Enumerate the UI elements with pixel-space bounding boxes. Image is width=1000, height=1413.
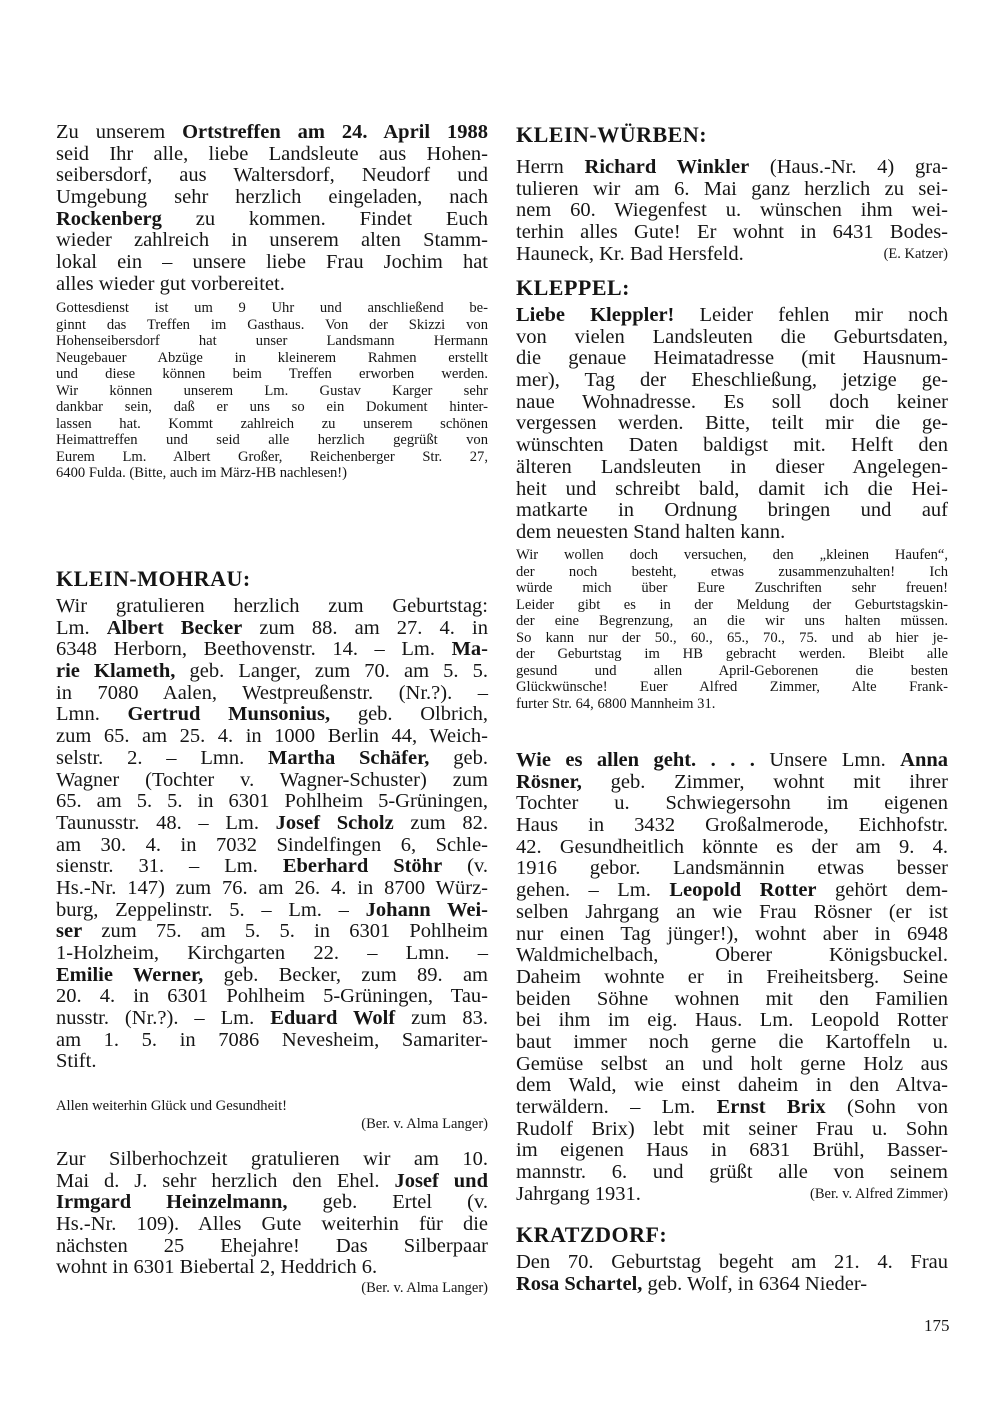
text-line xyxy=(56,856,488,878)
text: dankbar sein, daß er uns so ein Dokument hinter- xyxy=(56,399,488,415)
text-line xyxy=(56,726,488,748)
text: 6348 Herborn, Beethovenstr. 14. – Lm. xyxy=(56,638,452,661)
text: Daheim wohnte er in Freiheitsberg. Seine xyxy=(516,965,948,988)
text-line xyxy=(516,244,948,266)
paragraph xyxy=(516,1252,948,1295)
text-line xyxy=(56,333,488,350)
text: am 1. 5. in 7086 Nevesheim, Samariter- xyxy=(56,1028,488,1051)
text-line xyxy=(516,924,948,946)
text-line xyxy=(516,793,948,815)
bold-name: Richard Winkler xyxy=(584,156,750,178)
text-line xyxy=(516,772,948,794)
text-line xyxy=(56,618,488,640)
text: lokal ein – unsere liebe Frau Jochim hat xyxy=(56,251,488,274)
text: matkarte in Ordnung bringen und auf xyxy=(516,499,948,522)
text: selben Jahrgang an wie Frau Rösner (er ist xyxy=(516,900,948,923)
text: geb. Ertel (v. xyxy=(287,1191,488,1214)
text: 20. 4. in 6301 Pohlheim 5-Grüningen, Tau- xyxy=(56,985,488,1008)
text-line xyxy=(516,580,948,597)
text: alles wieder gut vorbereitet. xyxy=(56,272,285,295)
text: und diese können beim Treffen erworben werden. xyxy=(56,366,488,382)
paragraph xyxy=(516,750,948,1205)
text: Allen weiterhin Glück und Gesundheit! xyxy=(56,1098,288,1114)
text: geb. Wolf, in 6364 Nieder- xyxy=(642,1272,868,1295)
text-line xyxy=(56,300,488,317)
paragraph xyxy=(516,157,948,265)
text: selstr. 2. – Lmn. xyxy=(56,746,269,769)
text-line xyxy=(516,945,948,967)
text-line xyxy=(516,902,948,924)
text-line xyxy=(516,646,948,663)
text-line xyxy=(56,900,488,922)
text: zum 65. am 25. 4. in 1000 Berlin 44, Weich- xyxy=(56,725,488,748)
text-line xyxy=(516,1184,948,1206)
text: burg, Zeppelinstr. 5. – Lm. – xyxy=(56,898,366,921)
text-line xyxy=(516,1010,948,1032)
text: bei ihm im eig. Haus. Lm. Leopold Rotter xyxy=(516,1009,948,1032)
text: tulieren wir am 6. Mai ganz herzlich zu sei- xyxy=(516,177,948,200)
text-line xyxy=(516,522,948,544)
text: Tochter u. Schwiegersohn im eigenen xyxy=(516,792,948,815)
text: gehen. – Lm. xyxy=(516,879,670,902)
text-line xyxy=(56,1171,488,1193)
text-line xyxy=(516,348,948,370)
text: Glückwünsche! Euer Alfred Zimmer, Alte Frank- xyxy=(516,679,948,695)
section-heading: KRATZDORF: xyxy=(516,1222,668,1247)
text-line xyxy=(516,413,948,435)
text: Zu unserem xyxy=(56,121,183,143)
text: Hs.-Nr. 109). Alles Gute weiterhin für die xyxy=(56,1213,488,1236)
bold-name: Rösner, xyxy=(516,770,582,793)
text: ginnt das Treffen im Gasthaus. Von der Skizzi von xyxy=(56,316,488,333)
text-line xyxy=(56,122,488,144)
text-line xyxy=(516,200,948,222)
text-line xyxy=(516,327,948,349)
text: Lmn. xyxy=(56,703,128,726)
text-line xyxy=(516,564,948,581)
text: naue Wohnadresse. Es soll doch keiner xyxy=(516,390,948,413)
text-line xyxy=(56,230,488,252)
paragraph xyxy=(516,547,948,712)
text-line xyxy=(516,663,948,680)
text-line xyxy=(516,547,948,564)
text-line xyxy=(516,858,948,880)
text-line xyxy=(516,305,948,327)
text-line xyxy=(516,1252,948,1274)
text: der Geburtstag im HB gebracht werden. Bleibt alle xyxy=(516,646,948,662)
text: Rudolf Brix) lebt mit seiner Frau u. Sohn xyxy=(516,1117,948,1140)
text: wohnt in 6301 Biebertal 2, Heddrich 6. xyxy=(56,1256,378,1279)
text: die genaue Heimatadresse (mit Hausnum- xyxy=(516,347,948,370)
text: in 7080 Aalen, Westpreußenstr. (Nr.?). – xyxy=(56,681,488,704)
text-line xyxy=(516,370,948,392)
text: (Haus.-Nr. 4) gra- xyxy=(749,156,948,178)
paragraph xyxy=(56,300,488,482)
text: geb. Zimmer, wohnt mit ihrer xyxy=(581,770,948,793)
text-line xyxy=(56,144,488,166)
text-line xyxy=(516,435,948,457)
text: 6400 Fulda. (Bitte, auch im März-HB nachlesen!) xyxy=(56,465,347,481)
text: Leider fehlen mir noch xyxy=(674,304,949,326)
text: Leider gibt es in der Meldung der Geburtstagskin- xyxy=(516,596,948,613)
text-line xyxy=(516,1119,948,1141)
text-line xyxy=(56,813,488,835)
text: Jahrgang 1931. xyxy=(516,1182,641,1205)
bold-name: Ma- xyxy=(451,638,488,661)
text: Wagner (Tochter v. Wagner-Schuster) zum xyxy=(56,768,488,791)
text: geb. xyxy=(429,746,488,769)
text-line xyxy=(516,696,948,713)
text-line xyxy=(56,187,488,209)
text: älteren Landsleuten in dieser Angelegen- xyxy=(516,455,948,478)
text: baut immer noch gerne die Kartoffeln u. xyxy=(516,1030,948,1053)
text: terhin alles Gute! Er wohnt in 6431 Bodes- xyxy=(516,221,948,244)
text-line xyxy=(56,986,488,1008)
text-line xyxy=(56,416,488,433)
text-line xyxy=(56,1214,488,1236)
text: Stift. xyxy=(56,1050,97,1073)
text-line xyxy=(56,449,488,466)
text: nusstr. (Nr.?). – Lm. xyxy=(56,1007,271,1030)
text: Lm. xyxy=(56,616,107,639)
text: Wir wollen doch versuchen, den „kleinen Haufen“, xyxy=(516,547,948,563)
paragraph xyxy=(56,122,488,296)
bold-name: Anna xyxy=(900,749,949,771)
text-line xyxy=(516,837,948,859)
text-line xyxy=(56,383,488,400)
text: von vielen Landsleuten die Geburtsdaten, xyxy=(516,325,948,348)
text-line xyxy=(56,683,488,705)
text: zum 82. xyxy=(393,811,488,834)
bold-name: Wie es allen geht. . . . xyxy=(516,749,755,771)
text-line xyxy=(56,704,488,726)
text: zu kommen. Findet Euch xyxy=(161,207,488,230)
text: Wir können unserem Lm. Gustav Karger sehr xyxy=(56,382,488,399)
text: nächsten 25 Ehejahre! Das Silberpaar xyxy=(56,1234,488,1257)
text-line xyxy=(56,1236,488,1258)
text-line xyxy=(56,252,488,274)
text: mannstr. 6. und grüßt alle von seinem xyxy=(516,1161,948,1184)
text: Hs.-Nr. 147) zum 76. am 26. 4. in 8700 Würz- xyxy=(56,876,488,899)
text: zum 75. am 5. 5. in 6301 Pohlheim xyxy=(82,920,488,943)
text-line xyxy=(516,989,948,1011)
bold-name: rie Klameth, xyxy=(56,660,176,683)
text: sienstr. 31. – Lm. xyxy=(56,855,283,878)
text: Hauneck, Kr. Bad Hersfeld. xyxy=(516,242,744,265)
text: zum 83. xyxy=(395,1007,489,1030)
text-line xyxy=(56,274,488,296)
text-line xyxy=(56,350,488,367)
text-line xyxy=(516,750,948,772)
bold-name: Rosa Schartel, xyxy=(516,1272,643,1295)
report-credit: (Ber. v. Alma Langer) xyxy=(361,1280,488,1296)
text: wieder zahlreich in unserem alten Stamm- xyxy=(56,229,488,252)
bold-name: Rockenberg xyxy=(56,207,162,230)
text-line xyxy=(516,597,948,614)
section-heading: KLEIN-WÜRBEN: xyxy=(516,122,708,147)
section-heading: KLEPPEL: xyxy=(516,275,631,300)
text-line xyxy=(56,165,488,187)
text-line xyxy=(56,661,488,683)
text-line xyxy=(56,1008,488,1030)
text-line xyxy=(56,878,488,900)
bold-name: Eduard Wolf xyxy=(270,1007,396,1030)
text-line xyxy=(56,770,488,792)
text: Mai d. J. sehr herzlich den Ehel. xyxy=(56,1169,395,1192)
text-line xyxy=(56,965,488,987)
text: 1916 gebor. Landsmännin etwas besser xyxy=(516,857,948,880)
bold-name: ser xyxy=(56,920,83,943)
text-line xyxy=(516,613,948,630)
bold-name: Leopold Rotter xyxy=(669,879,817,902)
bold-name: Emilie Werner, xyxy=(56,963,204,986)
text-line xyxy=(56,465,488,482)
text: So kann nur der 50., 60., 65., 70., 75. und ab hier je- xyxy=(516,629,948,646)
text: terwäldern. – Lm. xyxy=(516,1096,717,1118)
text-line xyxy=(56,791,488,813)
text: Taunusstr. 48. – Lm. xyxy=(56,811,276,834)
text-line xyxy=(516,679,948,696)
text-line xyxy=(516,1140,948,1162)
text: heit und schreibt bald, damit ich die Hei- xyxy=(516,477,948,500)
text-line xyxy=(56,209,488,231)
text-line xyxy=(516,457,948,479)
text: seid Ihr alle, liebe Landsleute aus Hohen- xyxy=(56,142,488,165)
text: wünschten Daten baldigst mit. Helft den xyxy=(516,434,948,457)
text-line xyxy=(516,222,948,244)
text: zum 88. am 27. 4. in xyxy=(242,616,488,639)
paragraph xyxy=(56,1149,488,1279)
text-line xyxy=(56,317,488,334)
report-credit: (Ber. v. Alfred Zimmer) xyxy=(810,1185,948,1202)
text: nur einen Tag jünger!), wohnt aber in 6948 xyxy=(516,922,948,945)
text: Neugebauer Abzüge in kleinerem Rahmen erstellt xyxy=(56,349,488,366)
text-line xyxy=(56,1149,488,1171)
text: Unsere Lmn. xyxy=(754,749,901,771)
text-line xyxy=(516,179,948,201)
text: würde mich über Eure Zuschriften sehr freuen! xyxy=(516,580,948,596)
text-line xyxy=(56,1051,488,1073)
text-line xyxy=(516,1097,948,1119)
text: seibersdorf, aus Waltersdorf, Neudorf und xyxy=(56,164,488,187)
text-line xyxy=(516,1162,948,1184)
text: Herrn xyxy=(516,156,585,178)
text: 42. Gesundheitlich könnte es der am 9. 4. xyxy=(516,835,948,858)
section-heading: KLEIN-MOHRAU: xyxy=(56,566,251,591)
text-line xyxy=(56,1030,488,1052)
text-line xyxy=(56,596,488,618)
report-credit: (E. Katzer) xyxy=(883,245,948,262)
bold-name: Martha Schäfer, xyxy=(268,746,430,769)
text-line xyxy=(56,366,488,383)
text: Gottesdienst ist um 9 Uhr und anschließend be- xyxy=(56,300,488,316)
text-line xyxy=(516,1054,948,1076)
text-line xyxy=(516,630,948,647)
text-line xyxy=(56,1192,488,1214)
text: Waldmichelbach, Oberer Königsbuckel. xyxy=(516,944,948,967)
text: Gemüse selbst an und holt gerne Holz aus xyxy=(516,1052,948,1075)
text-line xyxy=(516,880,948,902)
bold-name: Eberhard Stöhr xyxy=(282,855,443,878)
text: (Sohn von xyxy=(825,1096,948,1118)
text-line xyxy=(516,1075,948,1097)
bold-name: Gertrud Munsonius, xyxy=(127,703,331,726)
text-line xyxy=(516,1274,948,1296)
bold-name: Irmgard Heinzelmann, xyxy=(56,1191,288,1214)
paragraph xyxy=(56,596,488,1073)
text: vergessen werden. Bitte, teilt mir die ge- xyxy=(516,412,948,435)
text-line xyxy=(516,479,948,501)
text: der eine Begrenzung, an die wir uns halten müssen. xyxy=(516,613,948,629)
bold-name: Liebe Kleppler! xyxy=(516,304,675,326)
text: Zur Silberhochzeit gratulieren wir am 10. xyxy=(56,1148,488,1170)
text: furter Str. 64, 6800 Mannheim 31. xyxy=(516,695,716,712)
text: (v. xyxy=(442,855,488,878)
text: Den 70. Geburtstag begeht am 21. 4. Frau xyxy=(516,1251,948,1273)
bold-name: Ernst Brix xyxy=(716,1096,826,1118)
text: mer), Tag der Eheschließung, jetzige ge- xyxy=(516,369,948,392)
text: gehört dem- xyxy=(816,879,949,902)
text-line xyxy=(56,943,488,965)
text-line xyxy=(516,1032,948,1054)
text: Haus in 3432 Großalmerode, Eichhofstr. xyxy=(516,814,948,837)
bold-name: Josef und xyxy=(394,1169,488,1192)
text-line xyxy=(56,835,488,857)
text: 1-Holzheim, Kirchgarten 22. – Lmn. – xyxy=(56,942,488,964)
text: 65. am 5. 5. in 6301 Pohlheim 5-Grüningen, xyxy=(56,790,488,813)
text-line xyxy=(516,815,948,837)
text: Heimattreffen und seid alle herzlich gegrüßt von xyxy=(56,432,488,448)
bold-name: Josef Scholz xyxy=(275,811,394,834)
bold-name: Ortstreffen am 24. April 1988 xyxy=(182,121,488,143)
text: gesund und allen April-Geborenen die besten xyxy=(516,662,948,679)
text: Wir gratulieren herzlich zum Geburtstag: xyxy=(56,595,488,617)
text: geb. Becker, zum 89. am xyxy=(203,963,488,986)
text-line xyxy=(516,157,948,179)
text-line xyxy=(56,639,488,661)
report-credit: (Ber. v. Alma Langer) xyxy=(361,1116,488,1132)
text-line xyxy=(56,921,488,943)
bold-name: Johann Wei- xyxy=(365,898,488,921)
text-line xyxy=(516,392,948,414)
text: Eurem Lm. Albert Großer, Reichenberger Str. 27, xyxy=(56,448,488,465)
text-line xyxy=(56,432,488,449)
text: Hohenseibersdorf hat unser Landsmann Hermann xyxy=(56,333,488,349)
text: dem neuesten Stand halten kann. xyxy=(516,520,786,543)
text: dem Wald, wie einst daheim in den Altva- xyxy=(516,1074,948,1097)
text: lassen hat. Kommt zahlreich zu unserem schönen xyxy=(56,415,488,432)
text: Umgebung sehr herzlich eingeladen, nach xyxy=(56,186,488,209)
page-number: 175 xyxy=(924,1316,950,1335)
text-line xyxy=(56,1257,488,1279)
text-line xyxy=(56,1098,488,1115)
paragraph xyxy=(56,1098,488,1115)
paragraph xyxy=(516,305,948,544)
text-line xyxy=(516,500,948,522)
bold-name: Albert Becker xyxy=(106,616,243,639)
text: beiden Söhne wohnen mit den Familien xyxy=(516,987,948,1010)
text: geb. Langer, zum 70. am 5. 5. xyxy=(175,660,488,683)
text: geb. Olbrich, xyxy=(330,703,488,726)
text: der noch besteht, etwas zusammenzuhalten! Ich xyxy=(516,563,948,580)
text: am 30. 4. in 7032 Sindelfingen 6, Schle- xyxy=(56,833,488,856)
text: im eigenen Haus in 6831 Brühl, Basser- xyxy=(516,1139,948,1162)
text-line xyxy=(516,967,948,989)
text-line xyxy=(56,748,488,770)
text-line xyxy=(56,399,488,416)
text: nem 60. Wiegenfest u. wünschen ihm wei- xyxy=(516,199,948,222)
